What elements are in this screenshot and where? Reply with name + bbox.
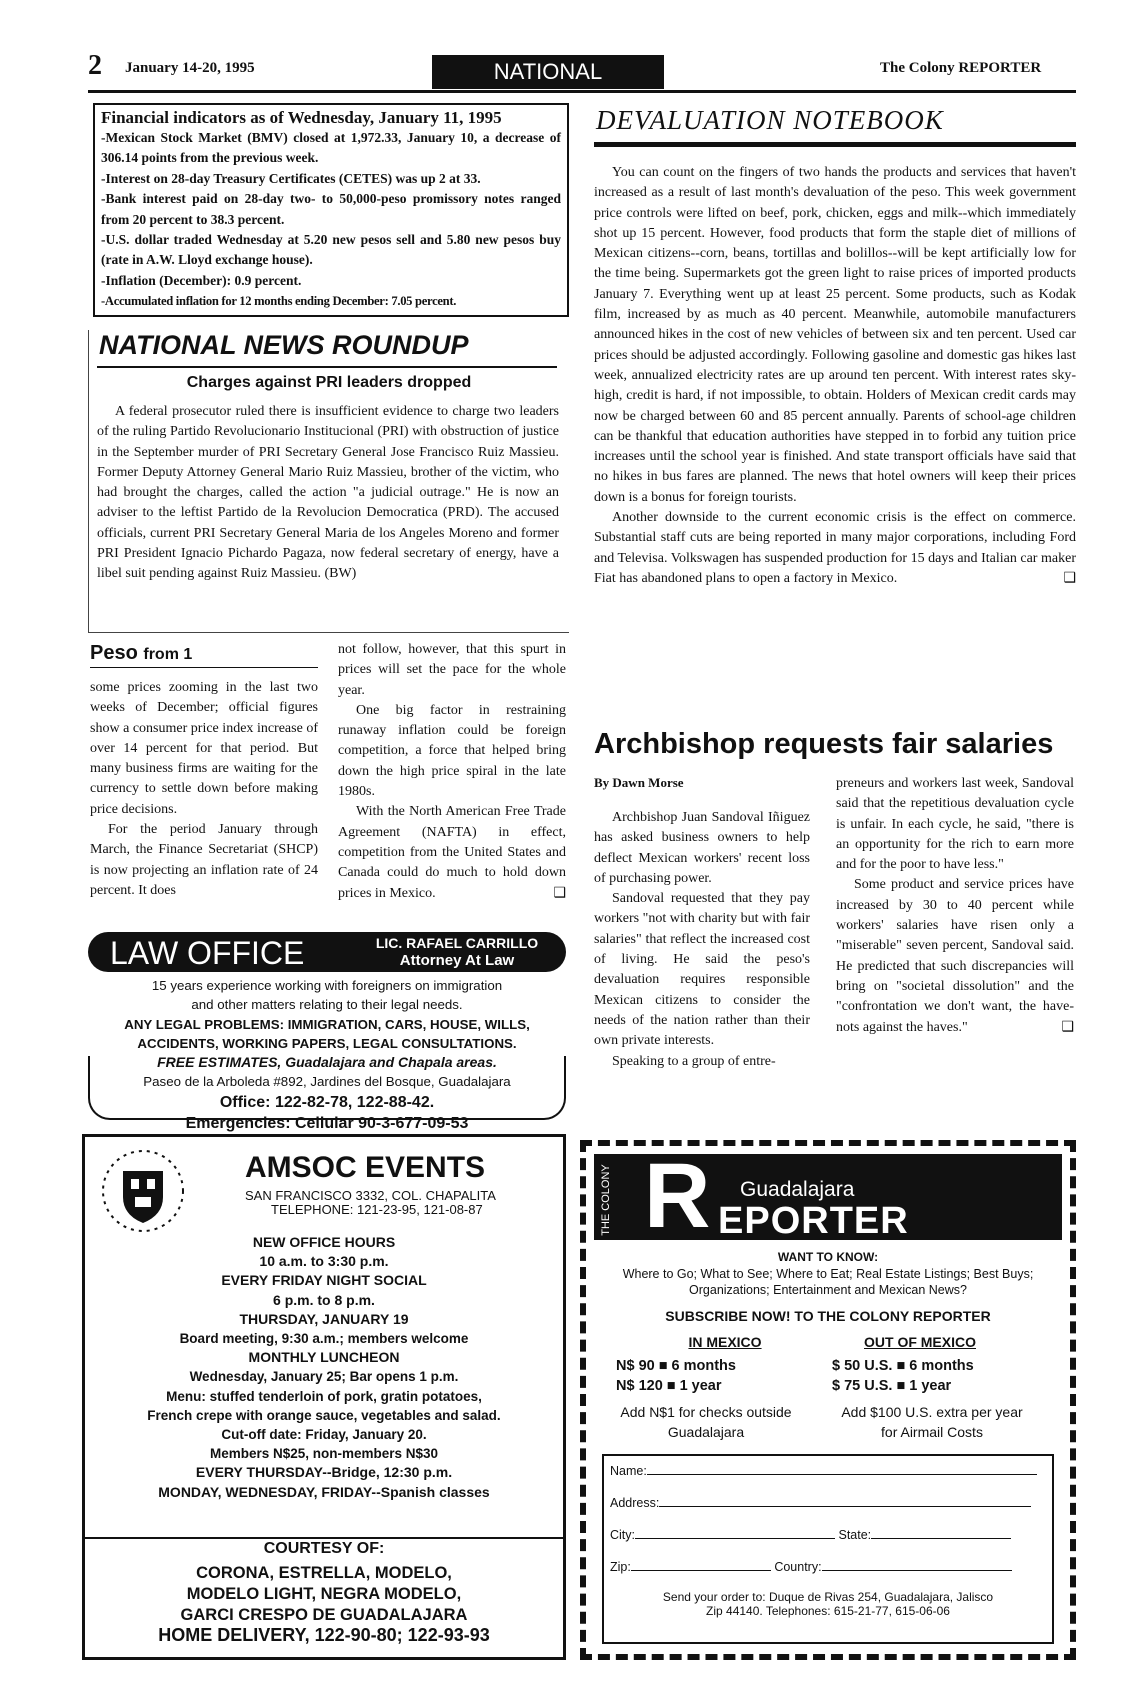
amsoc-line: French crepe with orange sauce, vegetables and salad. — [147, 1407, 501, 1423]
archbishop-paragraph — [836, 875, 1074, 1037]
roundup-title: NATIONAL NEWS ROUNDUP — [99, 330, 469, 360]
sponsor-line: CORONA, ESTRELLA, MODELO, — [196, 1564, 452, 1582]
amsoc-address: SAN FRANCISCO 3332, COL. CHAPALITA — [245, 1188, 496, 1203]
form-state-label: State: — [838, 1528, 872, 1542]
header-rule — [88, 90, 1076, 93]
law-attorney — [342, 934, 572, 970]
amsoc-courtesy: COURTESY OF: — [263, 1540, 385, 1557]
law-line: 15 years experience working with foreigners on immigration — [151, 978, 503, 993]
form-city-label: City: — [610, 1528, 635, 1542]
peso-paragraph — [338, 802, 566, 903]
reporter-out-of-mexico: OUT OF MEXICO — [864, 1334, 976, 1350]
end-mark-icon: ❑ — [553, 885, 566, 901]
archbishop-paragraph-text: Some product and service prices have increased by 30 to 40 percent while workers' salaries have risen only a "miserable" seven percent, Sandoval said. He predicted that such discrepancies will bring on "societal dissolution" and the "confrontation we don't want, the have-nots against the haves." — [836, 877, 1074, 1035]
reporter-want-desc: Where to Go; What to See; Where to Eat; Real Estate Listings; Best Buys; Organizations; Entertainment and Mexican News? — [622, 1267, 1034, 1297]
amsoc-line: EVERY THURSDAY--Bridge, 12:30 p.m. — [195, 1464, 453, 1481]
form-name-field[interactable] — [610, 1464, 1037, 1478]
law-body — [88, 976, 566, 1134]
amsoc-seal-icon — [95, 1145, 191, 1237]
reporter-mexico-note: Add N$1 for checks outside Guadalajara — [620, 1404, 792, 1440]
page-number: 2 — [88, 50, 102, 81]
amsoc-line: MONTHLY LUNCHEON — [248, 1349, 400, 1366]
archbishop-column-1 — [594, 808, 810, 1072]
newspaper-name: The Colony REPORTER — [880, 60, 1042, 76]
peso-paragraph: not follow, however, that this spurt in prices will set the pace for the whole year. — [338, 642, 566, 698]
devaluation-paragraph-text: Another downside to the current economic crisis is the effect on commerce. Substantial staff cuts are being reported in many major corporations, including Ford and Televisa. Volkswagen has suspended production for 15 days and Italian car maker Fiat has abandoned plans to open a factory in Mexico. — [594, 510, 1076, 586]
price-row: $ 50 U.S. ■ 6 months — [832, 1358, 974, 1374]
devaluation-body — [594, 163, 1076, 589]
form-address-field[interactable] — [610, 1496, 1031, 1510]
form-zip-label: Zip: — [610, 1560, 631, 1574]
financial-indicators-box — [93, 103, 569, 317]
form-country-label: Country: — [774, 1560, 822, 1574]
peso-paragraph-text: With the North American Free Trade Agreement (NAFTA) in effect, competition from the United States and Canada could do much to hold down prices in Mexico. — [338, 804, 566, 901]
financial-item: -Inflation (December): 0.9 percent. — [101, 272, 302, 288]
form-name-label: Name: — [610, 1464, 647, 1478]
amsoc-line: EVERY FRIDAY NIGHT SOCIAL — [221, 1272, 427, 1289]
reporter-want: WANT TO KNOW: — [777, 1250, 879, 1264]
financial-title: Financial indicators as of Wednesday, January 11, 1995 — [101, 108, 502, 127]
amsoc-sponsors — [85, 1563, 563, 1626]
roundup-rule — [97, 366, 557, 368]
peso-jump-head — [90, 642, 192, 665]
archbishop-paragraph: Sandoval requested that they pay workers "not with charity but with fair salaries" that reflect the increased cost of living. He said the peso's devaluation requires responsible Mexican citizens to consider the needs of the nation rather than their own private interests. — [594, 891, 810, 1049]
peso-column-1 — [90, 678, 318, 901]
end-mark-icon: ❑ — [1063, 570, 1076, 586]
law-address: Paseo de la Arboleda #892, Jardines del Bosque, Guadalajara — [143, 1074, 511, 1090]
law-attorney-name: LIC. RAFAEL CARRILLO — [375, 935, 539, 951]
law-emergency-phone: Emergencies: Cellular 90-3-677-09-53 — [185, 1114, 469, 1132]
financial-item: -Mexican Stock Market (BMV) closed at 1,972.33, January 10, a decrease of 306.14 points from the previous week. — [101, 130, 561, 166]
reporter-abroad-note: Add $100 U.S. extra per year for Airmail Costs — [841, 1404, 1023, 1440]
reporter-big-r: R — [644, 1145, 711, 1247]
devaluation-paragraph — [594, 508, 1076, 589]
law-office-ad — [88, 932, 566, 1132]
amsoc-events-ad — [82, 1134, 566, 1660]
amsoc-line: Wednesday, January 25; Bar opens 1 p.m. — [189, 1369, 459, 1385]
peso-paragraph: For the period January through March, the Finance Secretariat (SHCP) is now projecting an inflation rate of 24 percent. It does — [90, 822, 318, 898]
roundup-body: A federal prosecutor ruled there is insufficient evidence to charge two leaders of the ruling Partido Revolucionario Institucional (PRI) with obstruction of justice in the September murder of PRI Secretary General Jose Francisco Ruiz Massieu. Former Deputy Attorney General Mario Ruiz Massieu, brother of the victim, who had brought the charges, called the action "a judicial outrage." He is now an adviser to the leftist Partido de la Revolucion Democratica (PRD). The accused officials, current PRI Secretary General Maria de los Angeles Moreno and former PRI President Ignacio Pichardo Pagaza, now federal secretary of energy, have a libel suit pending against Ruiz Massieu. (BW) — [97, 404, 559, 582]
section-label: NATIONAL — [432, 55, 664, 89]
devaluation-rule — [594, 142, 1076, 147]
amsoc-line: 10 a.m. to 3:30 p.m. — [259, 1253, 389, 1270]
devaluation-paragraph: You can count on the fingers of two hands the products and services that haven't increased as a result of last month's devaluation of the peso. This week government price controls were lifted on beef, pork, chicken, eggs and milk--which immediately shot up 15 percent. However, food products that form the staple diet of millions of Mexican citizens--corn, beans, tortillas and bolillos--will be kept artificially low for the time being. Supermarkets got the green light to raise prices of imported products January 7. Everything went up at least 25 percent. Some products, such as Kodak film, increased by as much as 40 percent. Meanwhile, automobile manufacturers announced hikes in the cost of new vehicles of between six and ten percent. Used car prices should be adjusted accordingly. Following gasoline and domestic gas hikes last week, annualized electricity rates are up around ten percent. With interest rates sky-high, credit is hard, if not impossible, to obtain. Holders of Mexican credit cards may now be charged between 60 and 85 percent annually. Parents of school-age children can be thankful that education authorities have stepped in to forbid any tuition price increases until the school year is finished. And state transport officials have said that no hikes in bus fares are planned. The news that hotel owners will keep their prices down is a bonus for foreign tourists. — [594, 165, 1076, 505]
archbishop-paragraph: preneurs and workers last week, Sandoval said that the repetitious devaluation cycle is unfair. In each cycle, he said, "there is an opportunity for the rich to earn more and for the poor to have less." — [836, 776, 1074, 873]
amsoc-title: AMSOC EVENTS — [245, 1151, 486, 1184]
archbishop-column-2 — [836, 774, 1074, 1038]
news-roundup — [88, 330, 569, 633]
archbishop-headline: Archbishop requests fair salaries — [594, 728, 1054, 760]
amsoc-line: THURSDAY, JANUARY 19 — [239, 1310, 409, 1327]
law-line: and other matters relating to their legal needs. — [191, 997, 463, 1013]
reporter-abroad-prices — [832, 1356, 1042, 1396]
peso-paragraph: One big factor in restraining runaway inflation could be foreign competition, a force that helped bring down the high price spiral in the late 1980s. — [338, 702, 566, 800]
form-city-field[interactable] — [610, 1528, 1011, 1542]
amsoc-delivery: HOME DELIVERY, 122-90-80; 122-93-93 — [158, 1625, 490, 1645]
amsoc-phone: TELEPHONE: 121-23-95, 121-08-87 — [271, 1202, 483, 1217]
reporter-subscribe: SUBSCRIBE NOW! TO THE COLONY REPORTER — [665, 1308, 991, 1324]
law-line: ANY LEGAL PROBLEMS: IMMIGRATION, CARS, HOUSE, WILLS, — [124, 1016, 530, 1032]
reporter-mexico-prices — [616, 1356, 816, 1396]
financial-item: -Bank interest paid on 28-day two- to 50,000-peso promissory notes ranged from 20 percent to 38.3 percent. — [101, 191, 561, 227]
amsoc-line: Cut-off date: Friday, January 20. — [221, 1427, 427, 1443]
law-line: ACCIDENTS, WORKING PAPERS, LEGAL CONSULTATIONS. — [137, 1035, 517, 1051]
form-address-label: Address: — [610, 1496, 660, 1510]
amsoc-line: NEW OFFICE HOURS — [252, 1234, 396, 1250]
financial-item: -Interest on 28-day Treasury Certificates (CETES) was up 2 at 33. — [101, 170, 481, 186]
peso-column-2 — [338, 640, 566, 904]
law-line: FREE ESTIMATES, Guadalajara and Chapala areas. — [157, 1054, 497, 1071]
amsoc-line: 6 p.m. to 8 p.m. — [273, 1291, 375, 1308]
amsoc-line: Members N$25, non-members N$30 — [209, 1446, 439, 1462]
amsoc-line: MONDAY, WEDNESDAY, FRIDAY--Spanish classes — [158, 1483, 490, 1500]
archbishop-byline: By Dawn Morse — [594, 775, 684, 790]
reporter-in-mexico: IN MEXICO — [688, 1334, 762, 1350]
financial-item: -U.S. dollar traded Wednesday at 5.20 new pesos sell and 5.80 new pesos buy (rate in A.W. Lloyd exchange house). — [101, 232, 561, 268]
reporter-ad-body — [586, 1146, 1070, 1654]
law-title: LAW OFFICE — [110, 935, 305, 971]
roundup-subtitle: Charges against PRI leaders dropped — [186, 374, 472, 391]
amsoc-contact — [245, 1189, 496, 1217]
price-row: N$ 120 ■ 1 year — [616, 1378, 722, 1394]
issue-date: January 14-20, 1995 — [125, 60, 255, 76]
amsoc-schedule — [85, 1233, 563, 1502]
archbishop-paragraph: Speaking to a group of entre- — [612, 1053, 776, 1069]
price-row: N$ 90 ■ 6 months — [616, 1358, 736, 1374]
subscription-form — [602, 1454, 1054, 1644]
devaluation-title: DEVALUATION NOTEBOOK — [596, 105, 944, 135]
amsoc-line: Menu: stuffed tenderloin of pork, gratin potatoes, — [166, 1388, 482, 1404]
law-attorney-role: Attorney At Law — [399, 952, 515, 969]
peso-rule — [90, 667, 318, 668]
law-office-phone: Office: 122-82-78, 122-88-42. — [219, 1093, 435, 1111]
financial-item: -Accumulated inflation for 12 months ending December: 7.05 percent. — [101, 294, 457, 309]
peso-paragraph: some prices zooming in the last two weeks of December; official figures show a consumer price index increase of over 14 percent for that period. But many business firms are waiting for the currency to settle down before making price decisions. — [90, 680, 318, 817]
reporter-colony-text: THE COLONY — [600, 1164, 612, 1236]
end-mark-icon: ❑ — [1061, 1019, 1074, 1035]
reporter-city: Guadalajara — [740, 1178, 855, 1201]
reporter-colony-label — [598, 1162, 618, 1238]
order-line: Send your order to: Duque de Rivas 254, Guadalajara, Jalisco — [662, 1590, 994, 1604]
sponsor-line: MODELO LIGHT, NEGRA MODELO, — [186, 1585, 462, 1603]
peso-head-from: from 1 — [143, 646, 193, 663]
reporter-order-info — [604, 1590, 1052, 1618]
archbishop-paragraph: Archbishop Juan Sandoval Iñiguez has asked business owners to help deflect Mexican workers' recent loss of purchasing power. — [594, 810, 810, 886]
reporter-name: EPORTER — [718, 1200, 909, 1242]
form-zip-field[interactable] — [610, 1560, 1012, 1574]
price-row: $ 75 U.S. ■ 1 year — [832, 1378, 952, 1394]
amsoc-line: Board meeting, 9:30 a.m.; members welcome — [179, 1331, 469, 1347]
order-line: Zip 44140. Telephones: 615-21-77, 615-06-06 — [706, 1604, 950, 1618]
peso-head-word: Peso — [90, 642, 138, 664]
reporter-subscription-ad — [580, 1140, 1076, 1660]
sponsor-line: GARCI CRESPO DE GUADALAJARA — [180, 1606, 468, 1624]
reporter-masthead — [594, 1145, 1062, 1247]
